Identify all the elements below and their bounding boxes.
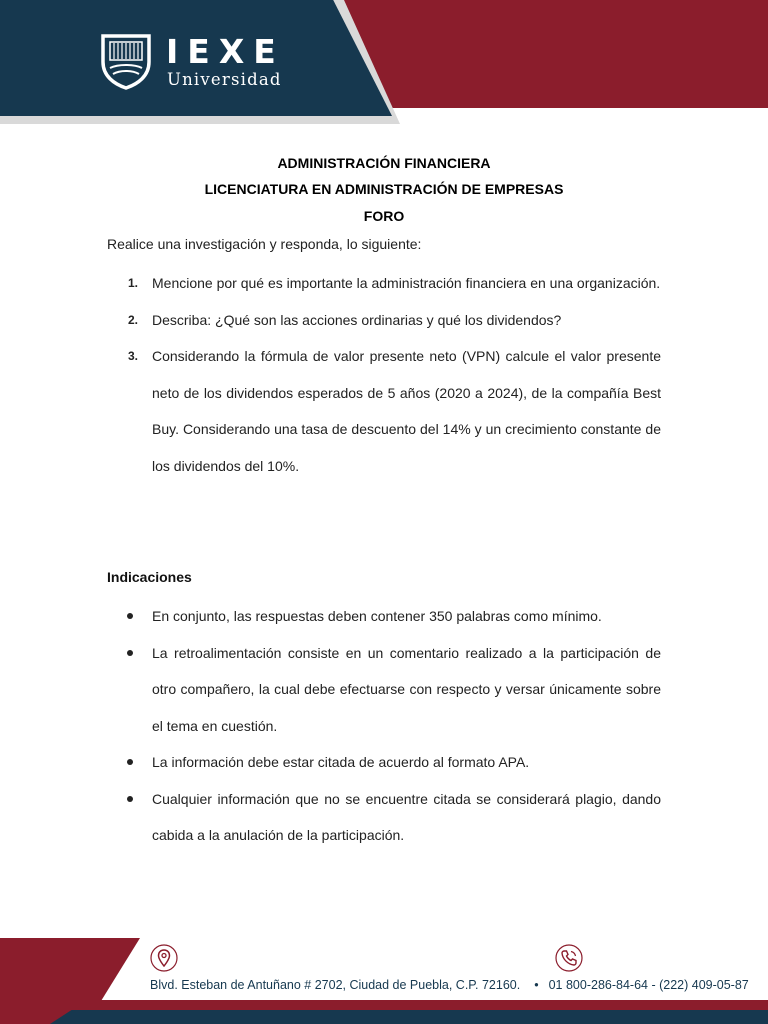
bullet-icon (127, 613, 133, 619)
shield-icon (100, 32, 152, 90)
indicacion-text: La información debe estar citada de acuerdo al formato APA. (152, 754, 530, 770)
footer-phones: 01 800-286-84-64 - (222) 409-05-87 (548, 978, 749, 992)
footer-separator: • (534, 978, 539, 992)
list-item (107, 338, 661, 484)
question-text: Describa: ¿Qué son las acciones ordinarias y qué los dividendos? (152, 311, 562, 328)
list-number: 3. (128, 349, 139, 363)
footer-address: Blvd. Esteban de Antuñano # 2702, Ciudad de Puebla, C.P. 72160. (150, 978, 521, 992)
doc-title-program: LICENCIATURA EN ADMINISTRACIÓN DE EMPRESAS (204, 181, 564, 197)
list-item (107, 302, 661, 339)
bullet-icon (127, 650, 133, 656)
indicaciones-list (107, 598, 661, 854)
phone-icon (554, 943, 584, 973)
logo-subtitle: Universidad (167, 70, 282, 89)
bullet-icon (127, 796, 133, 802)
indicacion-text: La retroalimentación consiste en un comentario realizado a la participación de otro compañero, la cual debe efectuarse con respecto y versar únicamente sobre el tema en cuestión. (152, 644, 661, 734)
bullet-icon (127, 759, 133, 765)
indicaciones-heading: Indicaciones (107, 569, 192, 585)
list-item (107, 635, 661, 745)
list-item (107, 744, 661, 781)
questions-list (107, 265, 661, 484)
iexe-logo (100, 32, 300, 94)
intro-text: Realice una investigación y responda, lo siguiente: (107, 236, 422, 252)
list-number: 2. (128, 312, 139, 327)
logo-wordmark: IEXE (166, 32, 285, 71)
question-text: Mencione por qué es importante la administración financiera en una organización. (152, 275, 661, 291)
question-text: Considerando la fórmula de valor presente neto (VPN) calcule el valor presente neto de los dividendos esperados de 5 años (2020 a 2024), de la compañía Best Buy. Considerando una tasa de descuento del 14% y un crecimiento constante de los dividendos del 10%. (152, 348, 661, 474)
indicacion-text: Cualquier información que no se encuentre citada se considerará plagio, dando cabida a la anulación de la participación. (152, 790, 661, 843)
list-number: 1. (128, 276, 139, 290)
indicacion-text: En conjunto, las respuestas deben contener 350 palabras como mínimo. (152, 608, 602, 624)
doc-title-activity: FORO (363, 208, 405, 224)
list-item (107, 598, 661, 635)
list-item (107, 781, 661, 854)
location-pin-icon (149, 943, 179, 973)
list-item (107, 265, 661, 302)
doc-title-course: ADMINISTRACIÓN FINANCIERA (277, 155, 491, 171)
footer-navy-bar (50, 1010, 768, 1024)
footer-contact (150, 978, 749, 992)
